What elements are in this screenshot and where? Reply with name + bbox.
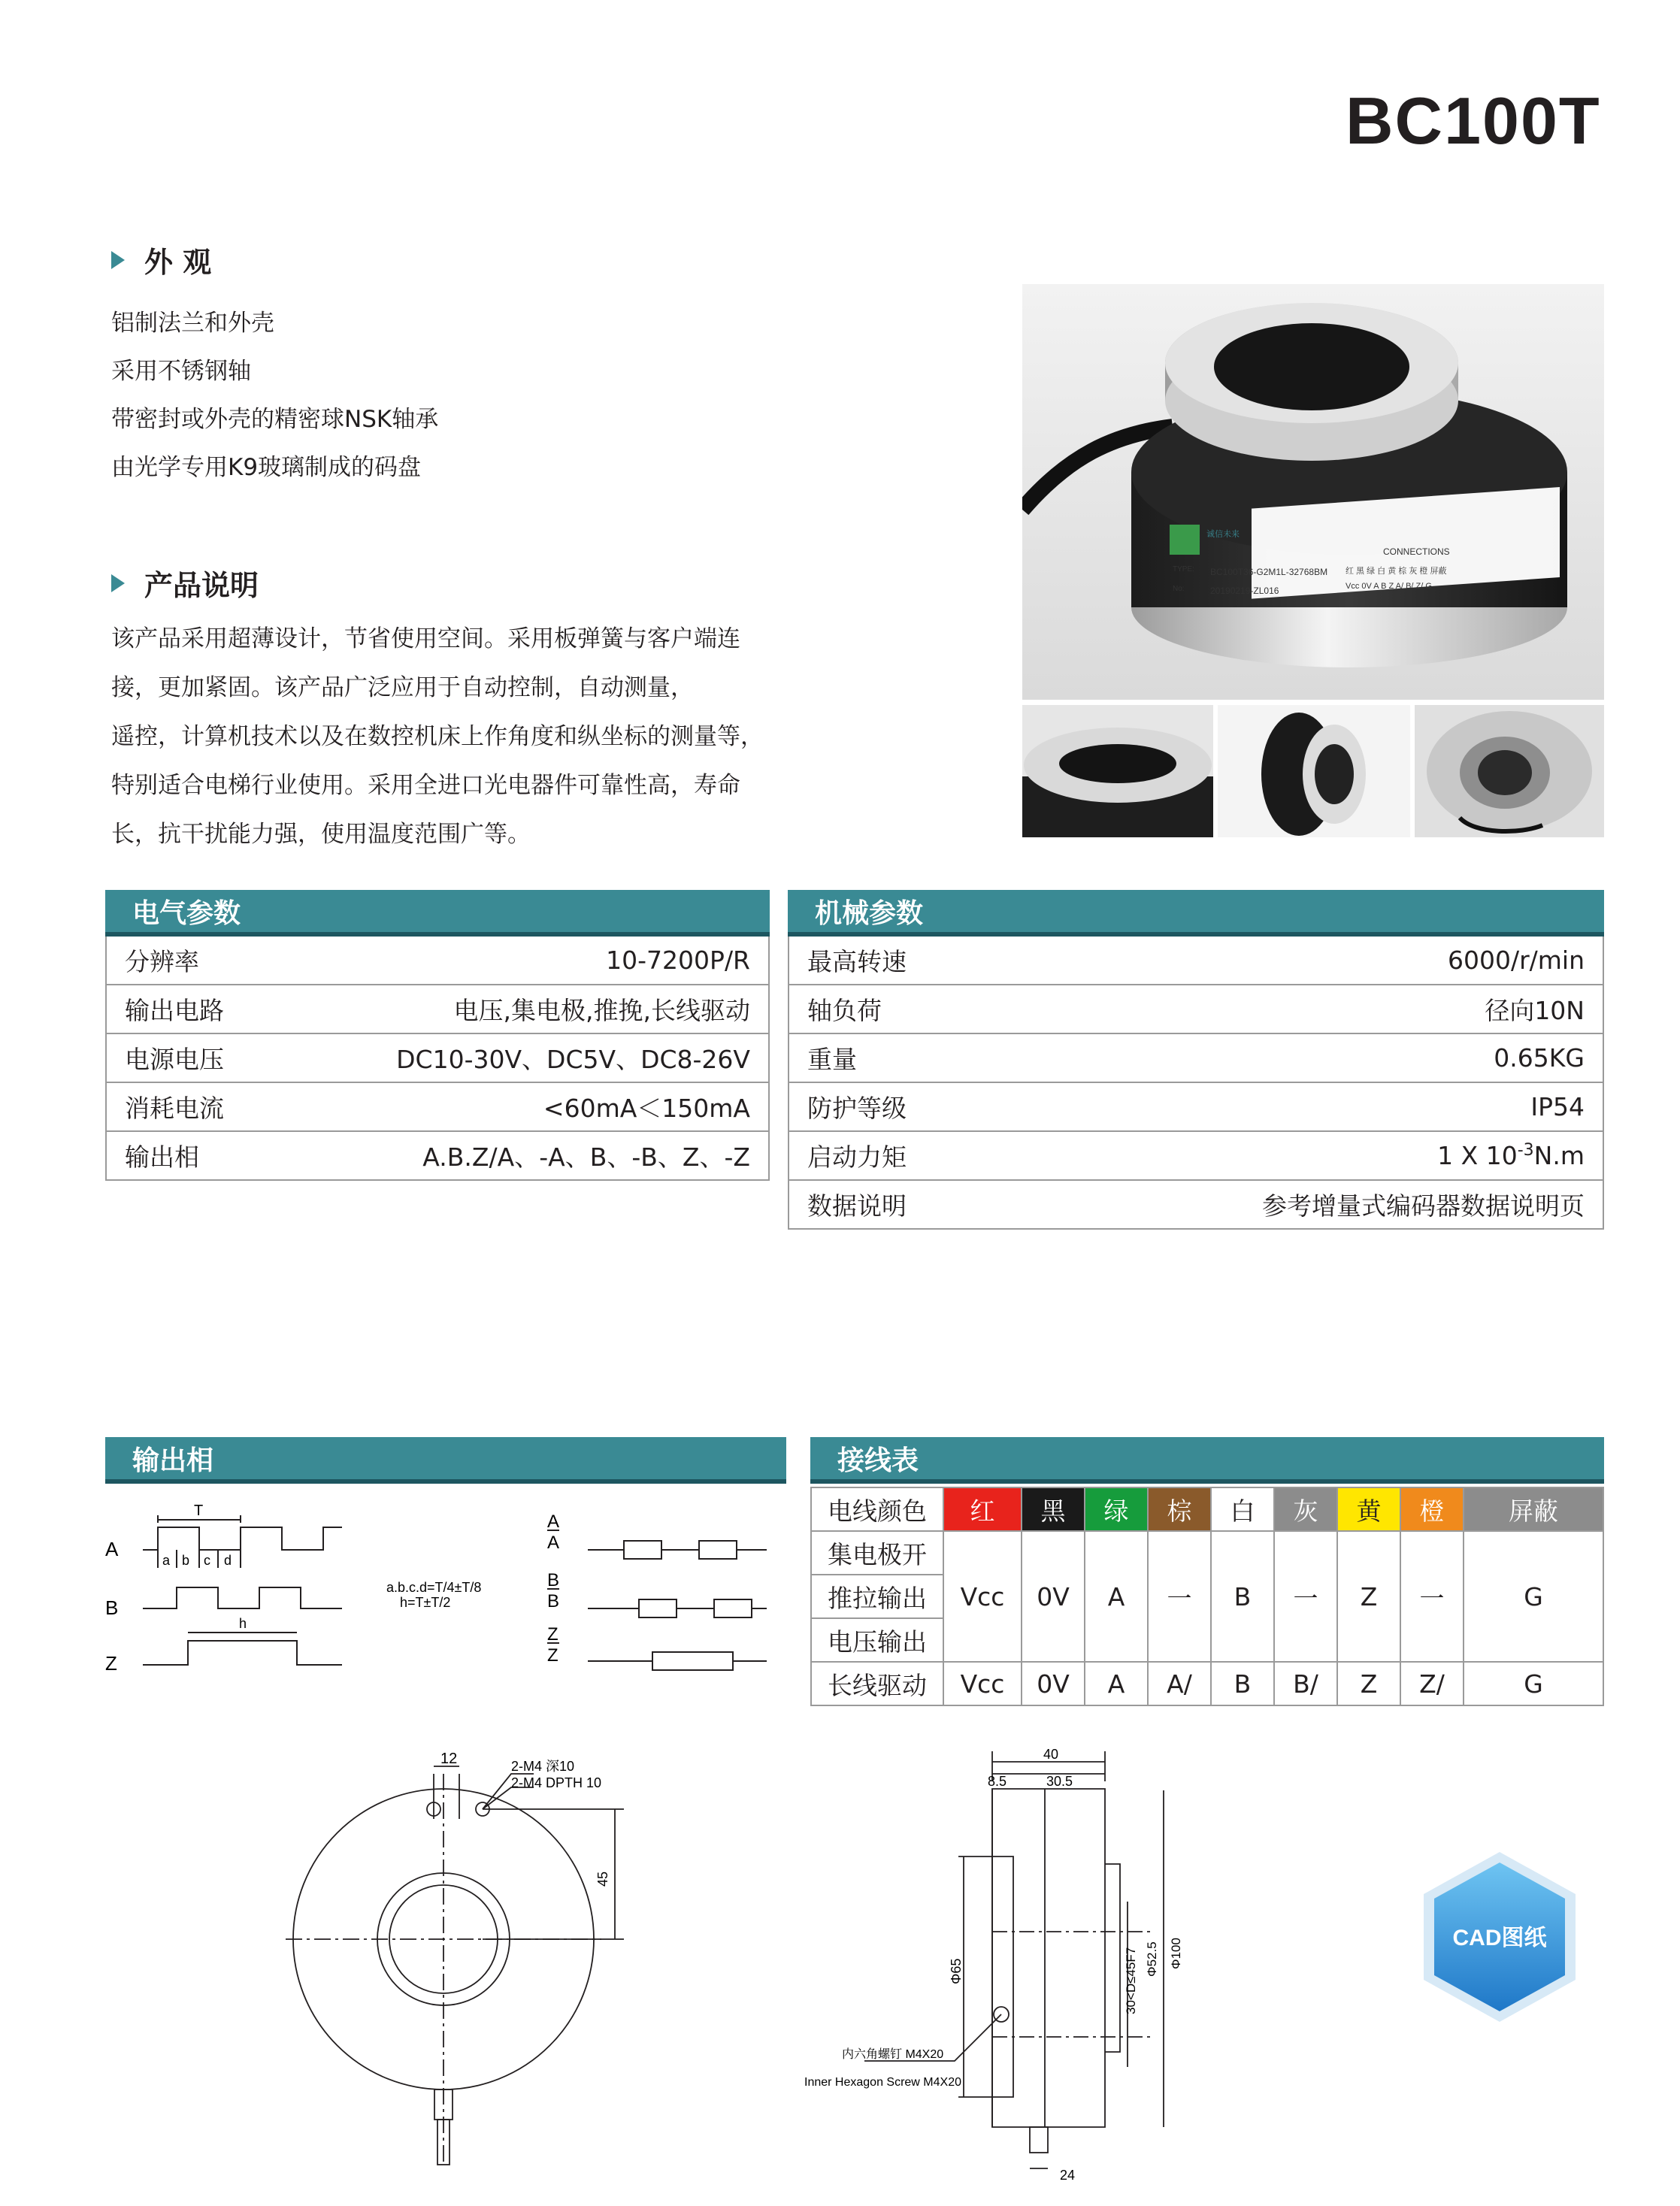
wiring-heading: 接线表 [810,1437,1604,1484]
cad-drawing-badge[interactable] [1421,1849,1579,2025]
description-heading [111,562,259,604]
table-row: 防护等级 IP54 [789,1082,1603,1131]
svg-text:A: A [547,1512,560,1532]
svg-text:12: 12 [440,1751,458,1767]
svg-text:Z: Z [105,1652,117,1675]
triangle-bullet-icon [111,251,125,269]
electrical-heading: 电气参数 [105,890,770,937]
feature-item: 采用不锈钢轴 [111,358,251,385]
wire-color-cell: 白 [1211,1487,1274,1531]
timing-formula: h=T±T/2 [400,1595,451,1610]
feature-item: 带密封或外壳的精密球NSK轴承 [111,406,439,433]
table-row: 分辨率 10-7200P/R [106,937,769,985]
svg-text:Z: Z [547,1624,558,1645]
timing-formula: a.b.c.d=T/4±T/8 [386,1580,482,1595]
wire-color-cell: 黑 [1022,1487,1085,1531]
description-heading-text: 产品说明 [144,569,259,602]
output-phase-diagram [105,1496,786,1691]
svg-text:a: a [162,1553,171,1568]
svg-text:TYPE:: TYPE: [1173,565,1194,573]
triangle-bullet-icon [111,574,125,592]
table-row: 集电极开 Vcc 0V A 一 B 一 Z 一 G [811,1531,1603,1575]
svg-text:B: B [547,1570,560,1590]
svg-text:No:: No: [1173,585,1185,593]
svg-text:30.5: 30.5 [1046,1774,1073,1789]
photo-type-text: BC100T36-G2M1L-32768BM [1210,567,1328,577]
svg-text:Φ65: Φ65 [949,1958,964,1984]
product-thumbnail [1415,705,1604,837]
wire-color-cell: 绿 [1085,1487,1148,1531]
wire-color-cell: 棕 [1148,1487,1211,1531]
product-thumbnail [1218,705,1410,837]
wiring-table [810,1487,1604,1706]
svg-text:T: T [194,1502,204,1519]
side-view-drawing [804,1736,1225,2195]
mechanical-table [788,937,1604,1230]
description-paragraph: 该产品采用超薄设计，节省使用空间。采用板弹簧与客户端连 接，更加紧固。该产品广泛应用于自动控制，自动测量， 遥控，计算机技术以及在数控机床上作角度和纵坐标的测量等， 特别适合电梯行业使用。采用全进口光电器件可靠性高，寿命 长，抗干扰能力强，使用温度范围广等。 [111,625,764,848]
cad-badge-label: CAD图纸 [1452,1926,1547,1950]
mechanical-panel [788,890,1604,1230]
product-thumbnail [1022,705,1213,837]
svg-text:B: B [547,1591,560,1611]
table-row: 电线颜色 红 黑 绿 棕 白 灰 黄 橙 屏蔽 [811,1487,1603,1531]
svg-text:40: 40 [1043,1747,1059,1762]
table-row: 消耗电流 <60mA＜150mA [106,1082,769,1131]
photo-number-text: 20190219-ZL016 [1210,586,1279,596]
photo-brand: 诚信未来 [1206,530,1240,539]
svg-text:A: A [105,1538,119,1560]
table-row: 轴负荷 径向10N [789,985,1603,1033]
svg-text:Φ52.5: Φ52.5 [1145,1941,1159,1977]
svg-text:内六角螺钉 M4X20: 内六角螺钉 M4X20 [842,2048,944,2061]
feature-item: 由光学专用K9玻璃制成的码盘 [111,454,422,481]
svg-text:30<D≤45F7: 30<D≤45F7 [1124,1947,1138,2014]
table-row: 电压输出 [811,1618,1603,1662]
svg-text:B: B [105,1596,119,1619]
svg-text:2-M4 深10: 2-M4 深10 [511,1759,575,1774]
svg-text:b: b [182,1553,190,1568]
svg-text:8.5: 8.5 [988,1774,1007,1789]
svg-text:红 黑 绿 白 黄 棕 灰 橙 屏蔽: 红 黑 绿 白 黄 棕 灰 橙 屏蔽 [1346,567,1447,576]
electrical-panel [105,890,770,1181]
svg-text:45: 45 [595,1871,610,1887]
product-title: BC100T [1346,83,1601,158]
feature-list [111,299,438,492]
output-phase-heading: 输出相 [105,1437,786,1484]
table-row: 重量 0.65KG [789,1033,1603,1082]
feature-item: 铝制法兰和外壳 [111,310,274,337]
table-row: 推拉输出 [811,1575,1603,1618]
table-row: 数据说明 参考增量式编码器数据说明页 [789,1180,1603,1229]
table-row: 启动力矩 1 X $10^{-3}N.m$ [789,1131,1603,1180]
appearance-heading [111,239,211,280]
svg-text:Vcc 0V A B Z A/ B/ Z/ G: Vcc 0V A B Z A/ B/ Z/ G [1346,582,1432,591]
svg-text:Φ100: Φ100 [1169,1938,1183,1969]
svg-text:h: h [239,1616,247,1631]
table-row: 输出电路 电压,集电极,推挽,长线驱动 [106,985,769,1033]
appearance-heading-text: 外 观 [144,246,212,279]
wire-color-cell: 灰 [1274,1487,1337,1531]
table-row: 电源电压 DC10-30V、DC5V、DC8-26V [106,1033,769,1082]
photo-connections: CONNECTIONS [1383,546,1450,557]
svg-text:24: 24 [1060,2168,1076,2183]
svg-text:A: A [547,1533,560,1553]
svg-text:Z: Z [547,1645,558,1666]
table-row: 长线驱动 Vcc 0V A A/ B B/ Z Z/ G [811,1662,1603,1705]
svg-text:d: d [224,1553,232,1568]
electrical-table [105,937,770,1181]
svg-text:2-M4 DPTH 10: 2-M4 DPTH 10 [511,1775,602,1790]
svg-text:c: c [204,1553,210,1568]
product-photo-main [1022,284,1604,700]
svg-text:Inner Hexagon Screw M4X20: Inner Hexagon Screw M4X20 [804,2076,961,2089]
wire-color-cell: 橙 [1400,1487,1464,1531]
wire-color-cell: 黄 [1337,1487,1400,1531]
wire-color-cell: 屏蔽 [1464,1487,1603,1531]
wire-color-cell: 红 [943,1487,1022,1531]
table-row: 输出相 A.B.Z/A、-A、B、-B、Z、-Z [106,1131,769,1180]
table-row: 最高转速 6000/r/min [789,937,1603,985]
front-view-drawing [286,1744,707,2195]
mechanical-heading: 机械参数 [788,890,1604,937]
